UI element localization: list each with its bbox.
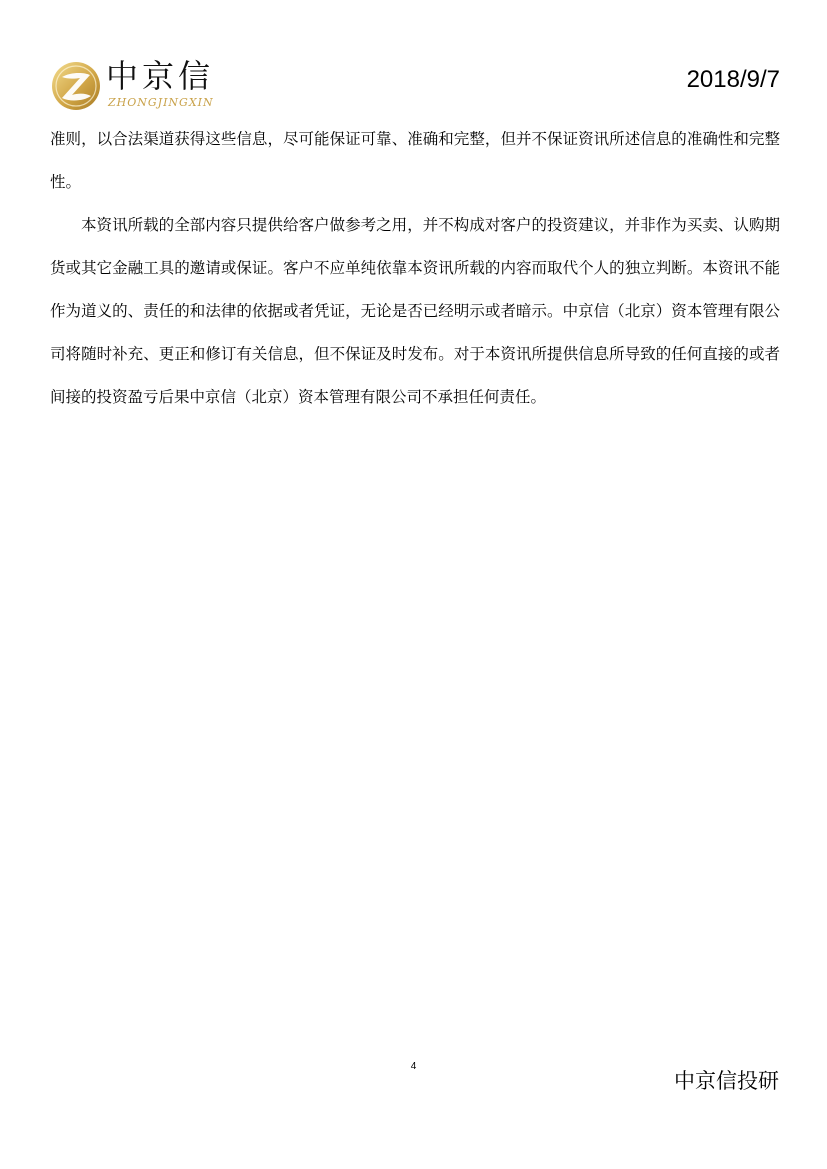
report-date: 2018/9/7 [686, 66, 780, 93]
page-header [50, 56, 780, 116]
zhongjingxin-logo-icon [50, 60, 102, 112]
company-logo [50, 56, 240, 116]
disclaimer-paragraph: 本资讯所载的全部内容只提供给客户做参考之用，并不构成对客户的投资建议，并非作为买卖、认购期货或其它金融工具的邀请或保证。客户不应单纯依靠本资讯所载的内容而取代个人的独立判断。本资讯不能作为道义的、责任的和法律的依据或者凭证，无论是否已经明示或者暗示。中京信（北京）资本管理有限公司将随时补充、更正和修订有关信息，但不保证及时发布。对于本资讯所提供信息所导致的任何直接的或者间接的投资盈亏后果中京信（北京）资本管理有限公司不承担任何责任。 [50, 216, 780, 406]
logo-chinese-name: 中京信 [106, 57, 215, 95]
logo-english-name: ZHONGJINGXIN [108, 96, 214, 109]
disclaimer-body [50, 118, 780, 419]
footer-brand: 中京信投研 [674, 1069, 779, 1093]
disclaimer-paragraph: 准则，以合法渠道获得这些信息，尽可能保证可靠、准确和完整，但并不保证资讯所述信息的准确性和完整性。 [50, 130, 780, 191]
page-number: 4 [410, 1061, 417, 1072]
